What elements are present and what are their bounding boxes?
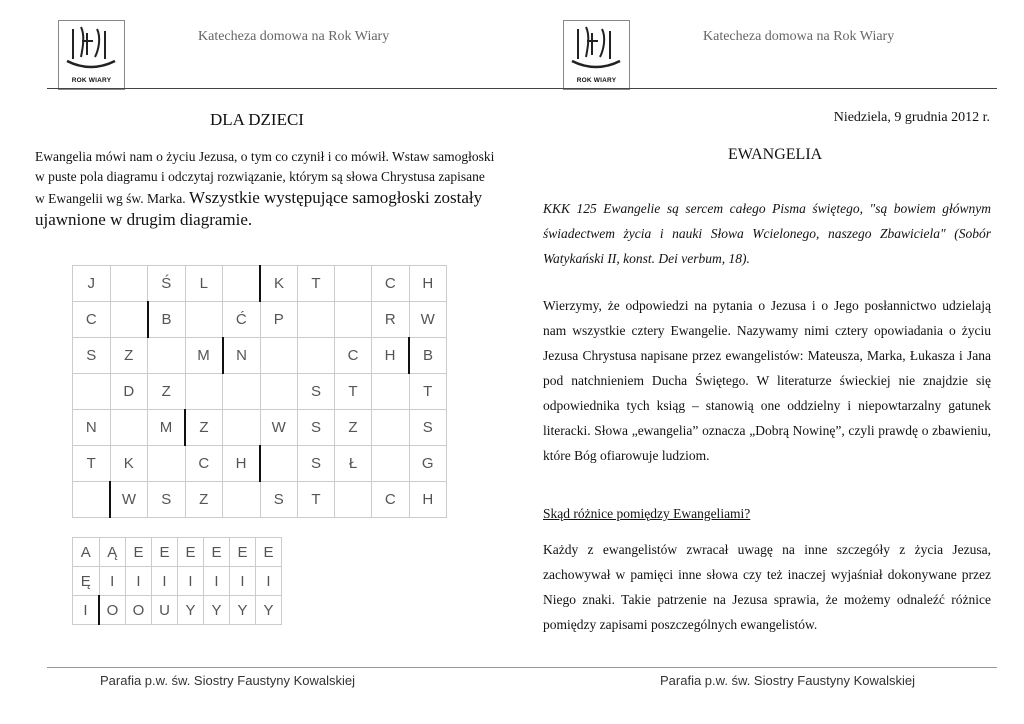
vowel-cell: U bbox=[152, 596, 178, 625]
grid-cell[interactable] bbox=[148, 446, 186, 482]
grid-row bbox=[73, 374, 447, 410]
date-line: Niedziela, 9 grudnia 2012 r. bbox=[833, 110, 990, 125]
vowel-cell: A bbox=[73, 538, 100, 567]
grid-cell[interactable]: S bbox=[298, 374, 335, 410]
puzzle-grid bbox=[72, 265, 447, 518]
header-title-left: Katecheza domowa na Rok Wiary bbox=[198, 29, 390, 44]
grid-cell[interactable] bbox=[185, 302, 223, 338]
grid-cell[interactable]: Ć bbox=[223, 302, 261, 338]
vowel-cell: E bbox=[256, 538, 282, 567]
vowel-row bbox=[73, 567, 282, 596]
vowel-cell: E bbox=[152, 538, 178, 567]
grid-cell[interactable]: S bbox=[73, 338, 111, 374]
vowel-cell: Y bbox=[256, 596, 282, 625]
grid-cell[interactable] bbox=[298, 338, 335, 374]
grid-cell[interactable]: N bbox=[223, 338, 261, 374]
grid-cell[interactable]: R bbox=[372, 302, 410, 338]
footer-right: Parafia p.w. św. Siostry Faustyny Kowalskiej bbox=[660, 673, 916, 688]
logo-rok-wiary-left bbox=[58, 20, 125, 90]
grid-cell[interactable] bbox=[298, 302, 335, 338]
grid-cell[interactable]: Ś bbox=[148, 266, 186, 302]
grid-cell[interactable] bbox=[73, 374, 111, 410]
grid-cell[interactable]: Z bbox=[335, 410, 372, 446]
logo-caption: ROK WIARY bbox=[576, 77, 617, 84]
grid-cell[interactable] bbox=[73, 482, 111, 518]
grid-row bbox=[73, 338, 447, 374]
grid-cell[interactable]: B bbox=[148, 302, 186, 338]
vowel-cell: I bbox=[99, 567, 126, 596]
grid-row bbox=[73, 446, 447, 482]
grid-cell[interactable]: S bbox=[298, 410, 335, 446]
grid-cell[interactable]: K bbox=[110, 446, 148, 482]
grid-cell[interactable]: P bbox=[260, 302, 298, 338]
grid-cell[interactable]: T bbox=[409, 374, 447, 410]
vowel-cell: I bbox=[126, 567, 152, 596]
vowel-cell: I bbox=[73, 596, 100, 625]
grid-cell[interactable]: Ł bbox=[335, 446, 372, 482]
instructions-highlight: Wszystkie występujące samogłoski zostały ujawnione w drugim diagramie. bbox=[35, 188, 483, 229]
kids-section-title: DLA DZIECI bbox=[210, 110, 304, 129]
grid-cell[interactable]: C bbox=[73, 302, 111, 338]
grid-cell[interactable]: J bbox=[73, 266, 111, 302]
grid-cell[interactable]: D bbox=[110, 374, 148, 410]
boat-cross-icon bbox=[59, 21, 124, 76]
grid-cell[interactable]: K bbox=[260, 266, 298, 302]
vowel-row bbox=[73, 596, 282, 625]
grid-cell[interactable] bbox=[148, 338, 186, 374]
grid-row bbox=[73, 482, 447, 518]
vowel-cell: Ą bbox=[99, 538, 126, 567]
grid-cell[interactable] bbox=[372, 446, 410, 482]
grid-cell[interactable]: T bbox=[73, 446, 111, 482]
grid-cell[interactable]: C bbox=[335, 338, 372, 374]
grid-cell[interactable]: S bbox=[260, 482, 298, 518]
grid-cell[interactable] bbox=[335, 266, 372, 302]
vowel-cell: I bbox=[256, 567, 282, 596]
gospel-paragraph-1: Wierzymy, że odpowiedzi na pytania o Jezusa i o Jego posłannictwo udzielają nam wszystkie cztery Ewangelie. Nazywamy nimi cztery opowiadania o życiu Jezusa Chrystusa napisane przez ewangelistów: Mateusza, Marka, Łukasza i Jana pod natchnieniem Ducha Świętego. W literaturze świeckiej nie znajdzie się odpowiednika tych ksiąg – stanowią one oddzielny i niepowtarzalny gatunek literacki. Słowa „ewangelia” oznacza „Dobrą Nowinę”, czyli prawdę o zbawieniu, które Bóg ofiarowuje ludziom. bbox=[543, 298, 991, 463]
footer-left: Parafia p.w. św. Siostry Faustyny Kowalskiej bbox=[100, 673, 356, 688]
vowel-cell: Y bbox=[178, 596, 204, 625]
vowel-cell: Y bbox=[230, 596, 256, 625]
grid-cell[interactable]: N bbox=[73, 410, 111, 446]
grid-cell[interactable]: S bbox=[298, 446, 335, 482]
grid-cell[interactable]: Z bbox=[148, 374, 186, 410]
vowel-cell: I bbox=[230, 567, 256, 596]
vowel-cell: E bbox=[230, 538, 256, 567]
vowel-cell: E bbox=[204, 538, 230, 567]
vowel-cell: I bbox=[204, 567, 230, 596]
header-divider bbox=[47, 88, 997, 89]
section-subheading: Skąd różnice pomiędzy Ewangeliami? bbox=[543, 506, 751, 521]
grid-cell[interactable]: L bbox=[185, 266, 223, 302]
vowel-cell: E bbox=[126, 538, 152, 567]
vowel-row bbox=[73, 538, 282, 567]
grid-cell[interactable] bbox=[110, 302, 148, 338]
grid-row bbox=[73, 266, 447, 302]
grid-cell[interactable]: H bbox=[409, 482, 447, 518]
grid-cell[interactable]: W bbox=[110, 482, 148, 518]
grid-cell[interactable]: Z bbox=[110, 338, 148, 374]
grid-cell[interactable] bbox=[110, 410, 148, 446]
grid-cell[interactable] bbox=[223, 266, 261, 302]
grid-cell[interactable] bbox=[260, 446, 298, 482]
logo-rok-wiary-right bbox=[563, 20, 630, 90]
grid-cell[interactable]: M bbox=[185, 338, 223, 374]
grid-cell[interactable]: B bbox=[409, 338, 447, 374]
grid-cell[interactable]: M bbox=[148, 410, 186, 446]
grid-cell[interactable]: S bbox=[409, 410, 447, 446]
grid-cell[interactable]: C bbox=[372, 266, 410, 302]
vowel-cell: E bbox=[178, 538, 204, 567]
grid-cell[interactable] bbox=[223, 374, 261, 410]
grid-cell[interactable] bbox=[335, 302, 372, 338]
grid-cell[interactable] bbox=[110, 266, 148, 302]
grid-cell[interactable]: T bbox=[298, 266, 335, 302]
instructions-text: Ewangelia mówi nam o życiu Jezusa, o tym co czynił i co mówił. Wstaw samogłoski w puste pola diagramu i odczytaj rozwiązanie, którym są słowa Chrystusa zapisane w Ewangelii wg św. Marka. bbox=[35, 149, 495, 206]
grid-cell[interactable]: T bbox=[335, 374, 372, 410]
vowel-cell: Y bbox=[204, 596, 230, 625]
grid-row bbox=[73, 410, 447, 446]
grid-cell[interactable] bbox=[372, 374, 410, 410]
grid-cell[interactable] bbox=[372, 410, 410, 446]
vowel-cell: I bbox=[178, 567, 204, 596]
vowel-cell: O bbox=[99, 596, 126, 625]
grid-cell[interactable] bbox=[335, 482, 372, 518]
grid-cell[interactable]: Z bbox=[185, 410, 223, 446]
grid-cell[interactable]: H bbox=[409, 266, 447, 302]
grid-cell[interactable]: C bbox=[372, 482, 410, 518]
grid-cell[interactable]: H bbox=[223, 446, 261, 482]
grid-cell[interactable]: G bbox=[409, 446, 447, 482]
grid-cell[interactable]: T bbox=[298, 482, 335, 518]
grid-cell[interactable]: S bbox=[148, 482, 186, 518]
grid-cell[interactable] bbox=[223, 410, 261, 446]
logo-caption: ROK WIARY bbox=[71, 77, 112, 84]
gospel-paragraph-2: Każdy z ewangelistów zwracał uwagę na inne szczegóły z życia Jezusa, zachowywał w pamięci inne słowa czy też inaczej wyjaśniał dokonywane przez Niego znaki. Takie patrzenie na Jezusa sprawia, że możemy odnaleźć różnice pomiędzy zapisami poszczególnych ewangelistów. bbox=[543, 542, 991, 632]
grid-cell[interactable]: W bbox=[260, 410, 298, 446]
vowel-cell: I bbox=[152, 567, 178, 596]
gospel-title: EWANGELIA bbox=[728, 146, 823, 163]
kids-instructions bbox=[35, 147, 495, 231]
grid-cell[interactable] bbox=[185, 374, 223, 410]
grid-cell[interactable]: H bbox=[372, 338, 410, 374]
boat-cross-icon bbox=[564, 21, 629, 76]
grid-row bbox=[73, 302, 447, 338]
footer-divider bbox=[47, 667, 997, 668]
grid-cell[interactable]: W bbox=[409, 302, 447, 338]
vowel-grid bbox=[72, 537, 282, 625]
grid-cell[interactable] bbox=[260, 338, 298, 374]
vowel-cell: Ę bbox=[73, 567, 100, 596]
grid-cell[interactable] bbox=[223, 482, 261, 518]
grid-cell[interactable]: C bbox=[185, 446, 223, 482]
grid-cell[interactable]: Z bbox=[185, 482, 223, 518]
grid-cell[interactable] bbox=[260, 374, 298, 410]
vowel-cell: O bbox=[126, 596, 152, 625]
header-title-right: Katecheza domowa na Rok Wiary bbox=[703, 29, 895, 44]
catechism-quote: KKK 125 Ewangelie są sercem całego Pisma świętego, "są bowiem głównym świadectwem życia i nauki Słowa Wcielonego, naszego Zbawiciela" (Sobór Watykański II, konst. Dei verbum, 18). bbox=[543, 201, 991, 266]
